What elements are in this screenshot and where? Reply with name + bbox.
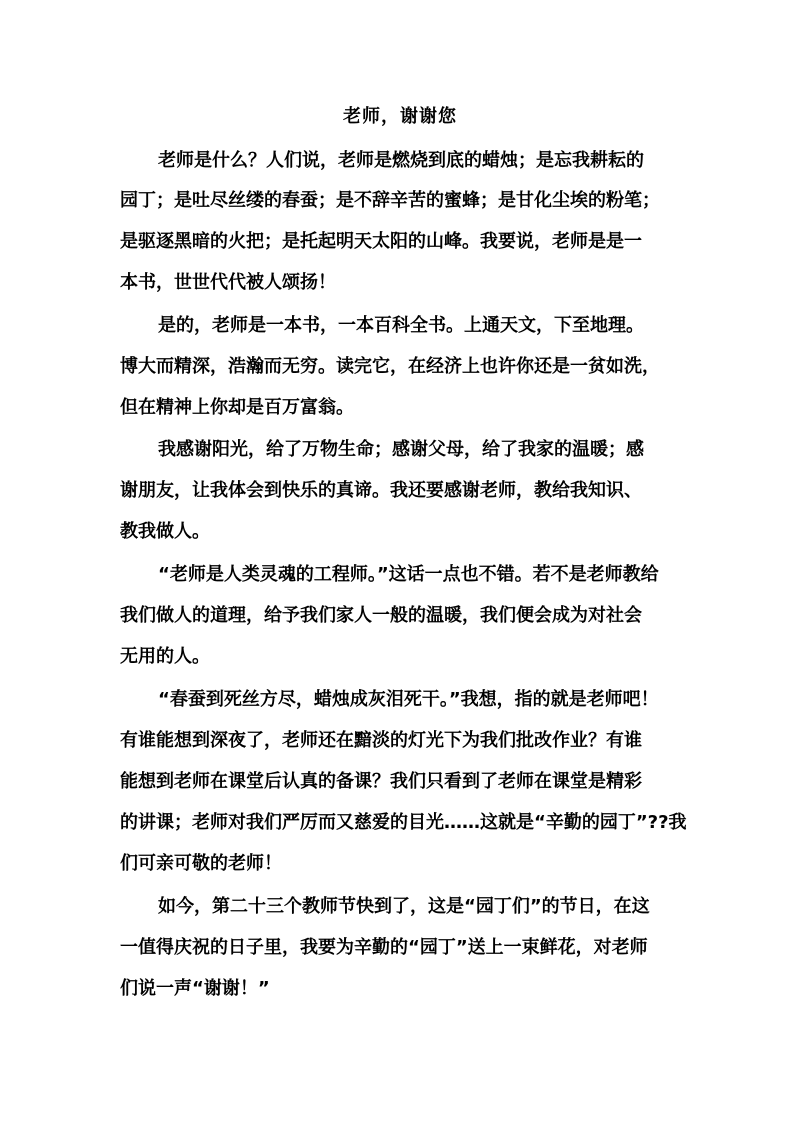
paragraph-6-line-1: 如今，第二十三个教师节快到了，这是“园丁们”的节日，在这 xyxy=(158,896,650,917)
paragraph-2-line-2: 博大而精深，浩瀚而无穷。读完它，在经济上也许你还是一贫如洗， xyxy=(120,356,660,377)
paragraph-5-line-2: 有谁能想到深夜了，老师还在黯淡的灯光下为我们批改作业？有谁 xyxy=(120,730,642,751)
document-title: 老师，谢谢您 xyxy=(343,106,457,127)
paragraph-5-line-5: 们可亲可敬的老师！ xyxy=(120,853,282,874)
paragraph-1-line-1: 老师是什么？人们说，老师是燃烧到底的蜡烛；是忘我耕耘的 xyxy=(158,150,644,171)
paragraph-4-line-1: “老师是人类灵魂的工程师。”这话一点也不错。若不是老师教给 xyxy=(158,564,659,585)
paragraph-5-line-1: “春蚕到死丝方尽，蜡烛成灰泪死干。”我想，指的就是老师吧！ xyxy=(158,689,659,710)
paragraph-2-line-1: 是的，老师是一本书，一本百科全书。上通天文，下至地理。 xyxy=(158,315,644,336)
paragraph-1-line-4: 本书，世世代代被人颂扬！ xyxy=(120,272,336,293)
paragraph-5-line-4: 的讲课；老师对我们严厉而又慈爱的目光……这就是“辛勤的园丁”??我 xyxy=(120,812,687,833)
paragraph-4-line-3: 无用的人。 xyxy=(120,646,210,667)
paragraph-6-line-2: 一值得庆祝的日子里，我要为辛勤的“园丁”送上一束鲜花，对老师 xyxy=(120,937,648,958)
paragraph-1-line-3: 是驱逐黑暗的火把；是托起明天太阳的山峰。我要说，老师是是一 xyxy=(120,231,642,252)
paragraph-1-line-2: 园丁；是吐尽丝缕的春蚕；是不辞辛苦的蜜蜂；是甘化尘埃的粉笔； xyxy=(120,190,660,211)
paragraph-2-line-3: 但在精神上你却是百万富翁。 xyxy=(120,397,354,418)
paragraph-3-line-3: 教我做人。 xyxy=(120,521,210,542)
paragraph-4-line-2: 我们做人的道理，给予我们家人一般的温暖，我们便会成为对社会 xyxy=(120,605,642,626)
paragraph-5-line-3: 能想到老师在课堂后认真的备课？我们只看到了老师在课堂是精彩 xyxy=(120,771,642,792)
paragraph-3-line-1: 我感谢阳光，给了万物生命；感谢父母，给了我家的温暖；感 xyxy=(158,439,644,460)
paragraph-3-line-2: 谢朋友，让我体会到快乐的真谛。我还要感谢老师，教给我知识、 xyxy=(120,480,642,501)
paragraph-6-line-3: 们说一声“谢谢！” xyxy=(120,978,270,999)
